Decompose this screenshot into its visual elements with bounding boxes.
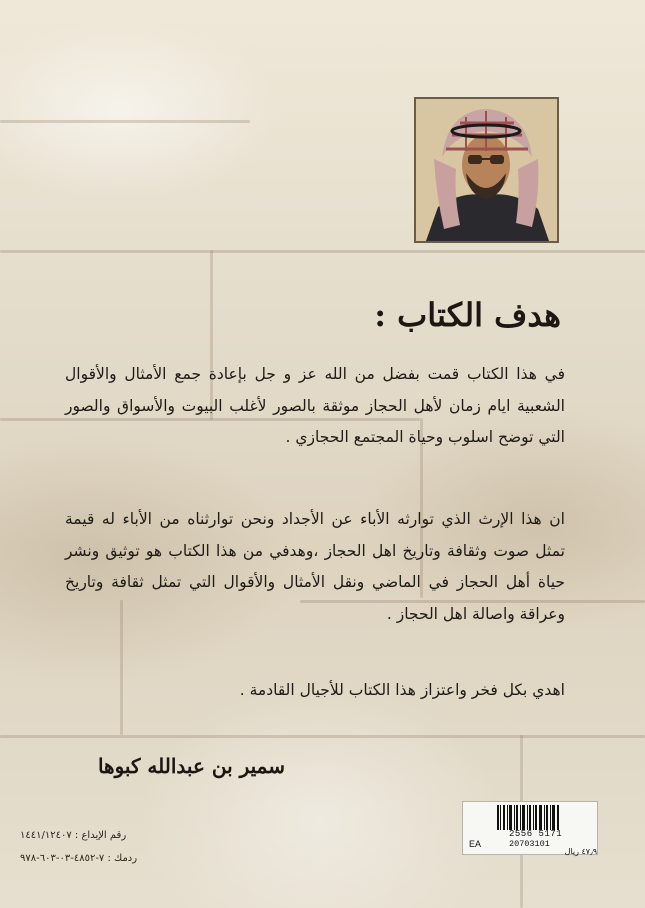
barcode-prefix: EA <box>469 839 482 849</box>
author-portrait-image <box>416 99 557 241</box>
author-signature: سمير بن عبدالله كبوها <box>97 754 285 778</box>
paragraph-heritage: ان هذا الإرث الذي توارثه الأباء عن الأجداد ونحن توارثناه من الأباء له قيمة تمثل صوت وثقافة وتاريخ اهل الحجاز ،وهدفي من هذا الكتاب هو توثيق ونشر حياة أهل الحجاز في الماضي ونقل الأمثال والأقوال التي تمثل ثقافة وتاريخ وعراقة واصالة اهل الحجاز . <box>65 510 565 623</box>
barcode-icon <box>497 805 559 830</box>
heading-book-goal: هدف الكتاب : <box>374 296 561 334</box>
isbn-number: ردمك : ٧-٤٨٥٢-٠٣-٦٠٣-٩٧٨ <box>20 853 138 864</box>
barcode-number: 2556 5171 <box>509 829 563 839</box>
stone-seam <box>0 250 645 253</box>
barcode-date-code: 20703101 <box>509 839 550 849</box>
author-photo <box>414 97 559 243</box>
stone-seam <box>0 120 250 123</box>
paragraph-intro: في هذا الكتاب قمت بفضل من الله عز و جل بإعادة جمع الأمثال والأقوال الشعبية ايام زمان لأهل الحجاز موثقة بالصور لأغلب البيوت والأسواق والصور التي توضح اسلوب وحياة المجتمع الحجازي . <box>65 365 565 446</box>
deposit-number: رقم الإيداع : ١٤٤١/١٢٤٠٧ <box>20 830 127 841</box>
stone-seam <box>0 735 645 738</box>
paragraph-dedication: اهدي بكل فخر واعتزاز هذا الكتاب للأجيال القادمة . <box>239 681 565 699</box>
price-tag: ٤٧٫٩ ريال <box>564 847 597 856</box>
